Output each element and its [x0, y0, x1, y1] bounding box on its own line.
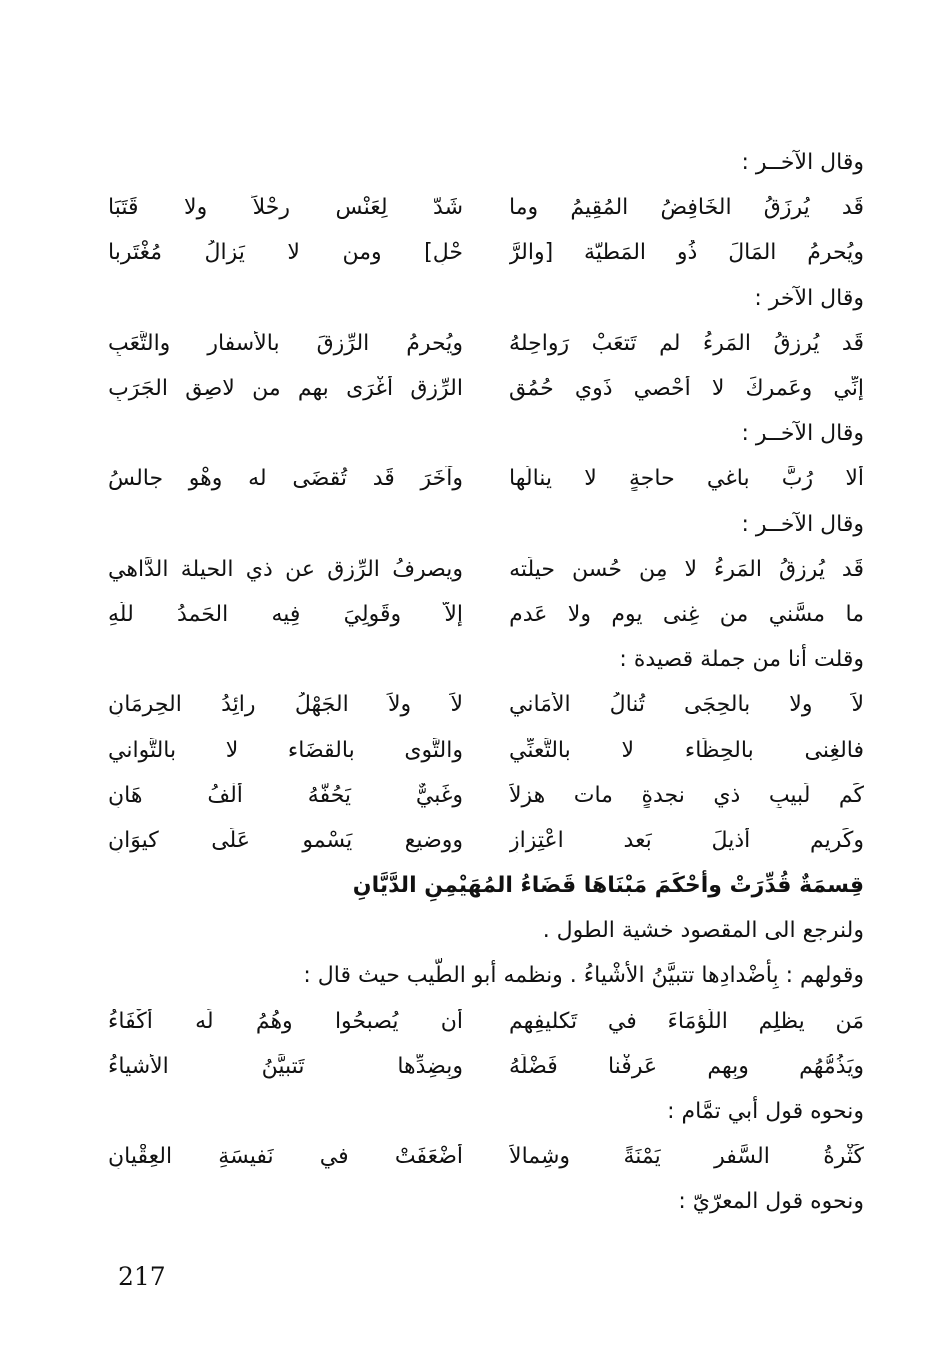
verse-word: حْلِ] [424, 240, 463, 266]
verse-word: لم [659, 330, 681, 356]
verse-word: تُقضَى [292, 466, 347, 492]
verse-word: رائِدُ [221, 692, 256, 718]
verse-word: وبِهِم [707, 1053, 749, 1079]
verse-word: ما [845, 601, 864, 627]
verse-word: أضْعَفَتْ [394, 1144, 463, 1170]
verse-word: يَحُفُّهُ [307, 782, 352, 808]
verse-word: ولا [789, 692, 813, 718]
first-hemistich [509, 692, 864, 717]
verse-word: شَدّ [433, 195, 463, 221]
verse-word: لا [621, 737, 635, 763]
verse-word: رحْلاً [252, 195, 291, 221]
verse-word: فالغِنى [804, 737, 864, 763]
verse-word: أُحْصي [633, 376, 691, 402]
verse-word: لَبيبٍ [768, 782, 811, 808]
verse-word: الرِّزق [327, 556, 380, 582]
verse-line [108, 1044, 864, 1089]
verse-word: رَواحِلهُ [509, 330, 570, 356]
verse-word: ذي [713, 782, 741, 808]
verse-word: رُبَّ [781, 466, 814, 492]
verse-word: عَلَى [211, 827, 250, 853]
verse-word: بالتَّواني [108, 737, 177, 763]
verse-word: حُسن [572, 556, 622, 582]
verse-word: أكْفَاءُ [108, 1008, 153, 1034]
verse-word: ويُحرمُ [807, 240, 864, 266]
verse-word: ذُو [676, 240, 698, 266]
first-hemistich [509, 1009, 864, 1034]
verse-word: ويُحرمُ [406, 330, 463, 356]
verse-word: ووضيعٍ [404, 827, 463, 853]
verse-word: المَالَ [728, 240, 777, 266]
first-hemistich [509, 557, 864, 582]
prose-line [108, 1089, 864, 1134]
verse-line [108, 682, 864, 727]
verse-word: لا [711, 376, 725, 402]
verse-line [108, 456, 864, 501]
first-hemistich [509, 828, 864, 853]
verse-word: كَم [838, 782, 864, 808]
verse-word: تَكليفِهِم [509, 1008, 578, 1034]
verse-word: له [248, 466, 267, 492]
verse-word: الخَافِضُ [660, 195, 732, 221]
verse-word: لاصِقِ [185, 376, 235, 402]
verse-line [108, 999, 864, 1044]
verse-word: هزلاً [509, 782, 546, 808]
first-hemistich [509, 195, 864, 220]
second-hemistich [108, 1144, 463, 1169]
document-body [108, 140, 864, 1220]
verse-word: ذي [245, 556, 273, 582]
verse-word: أذيلَ [711, 827, 751, 853]
verse-word: الرِّزقَ [316, 330, 370, 356]
verse-word: مِن [638, 556, 668, 582]
verse-word: يُرزقُ [773, 330, 820, 356]
verse-word: لاَ [851, 692, 864, 718]
verse-word: وهْو [188, 466, 223, 492]
verse-word: مُغْتَربا [108, 240, 163, 266]
verse-word: ألْفُ [207, 782, 243, 808]
second-hemistich [108, 195, 463, 220]
prose-line [108, 411, 864, 456]
line-text: وقولهم : بِأضْدادِها تتبيَّنُ الأشْياءُ . ونظمه أبو الطّيب حيث قال : [303, 963, 864, 989]
prose-line [108, 953, 864, 998]
prose-line [108, 276, 864, 321]
verse-word: كيوَانِ [108, 827, 159, 853]
verse-word: مسَّني [768, 601, 826, 627]
verse-line [108, 321, 864, 366]
first-hemistich [509, 1144, 864, 1169]
second-hemistich [108, 783, 463, 808]
verse-word: يومٍ [611, 601, 643, 627]
line-text: وقال الآخــر : [741, 421, 864, 447]
verse-word: الحِرمَانِ [108, 692, 182, 718]
verse-line [108, 1134, 864, 1179]
verse-word: حيلَته [509, 556, 556, 582]
verse-word: وكَريمٍ [809, 827, 864, 853]
verse-word: وشِمالاً [509, 1144, 571, 1170]
verse-word: بَعد [623, 827, 652, 853]
verse-word: عن [285, 556, 315, 582]
verse-word: لاَ [450, 692, 463, 718]
verse-word: تَتبيَّنُ [261, 1053, 305, 1079]
verse-word: المَرءُ [713, 556, 763, 582]
verse-word: الأشياءُ [108, 1053, 169, 1079]
first-hemistich [509, 376, 864, 401]
verse-word: العِقْيانِ [108, 1144, 173, 1170]
verse-word: تَتعَبْ [591, 330, 637, 356]
second-hemistich [108, 602, 463, 627]
verse-line [108, 230, 864, 275]
line-text: وقال الآخــر : [741, 150, 864, 176]
verse-line [108, 547, 864, 592]
verse-word: لا [684, 556, 698, 582]
verse-word: في [319, 1144, 349, 1170]
first-hemistich [509, 466, 864, 491]
bold-verse-line [108, 863, 864, 908]
prose-line [108, 637, 864, 682]
verse-word: وآخَرَ [420, 466, 463, 492]
verse-word: ألا [845, 466, 864, 492]
second-hemistich [108, 738, 463, 763]
verse-word: وعَمركَ [745, 376, 813, 402]
verse-word: السَّفرِ [714, 1144, 770, 1170]
page-number: 217 [118, 1262, 166, 1291]
verse-word: الدَّاهي [108, 556, 169, 582]
verse-word: أن [440, 1008, 463, 1034]
verse-word: الحيلة [180, 556, 234, 582]
second-hemistich [108, 1009, 463, 1034]
verse-word: [والرَّ [509, 240, 554, 266]
verse-word: باغي [706, 466, 750, 492]
verse-word: ذَوي [574, 376, 613, 402]
verse-word: من [719, 601, 749, 627]
verse-word: وهُمُ [255, 1008, 293, 1034]
verse-word: ويصرفُ [392, 556, 463, 582]
verse-word: قَد [841, 556, 864, 582]
second-hemistich [108, 828, 463, 853]
verse-word: بالقضَاء [287, 737, 355, 763]
first-hemistich [509, 738, 864, 763]
verse-word: لا [287, 240, 300, 266]
second-hemistich [108, 1054, 463, 1079]
verse-word: الحَمدُ [176, 601, 229, 627]
first-hemistich [509, 602, 864, 627]
verse-word: يَزالُ [204, 240, 245, 266]
first-hemistich [509, 783, 864, 808]
verse-word: الرِّزق [410, 376, 463, 402]
verse-word: وقَولِيَ [343, 601, 402, 627]
verse-word: من [252, 376, 281, 402]
verse-line [108, 592, 864, 637]
verse-word: كَثْرةُ [823, 1144, 864, 1170]
verse-word: ويَذُمُّهُم [799, 1053, 864, 1079]
verse-word: يَسْمو [302, 827, 353, 853]
verse-word: بالحِظَاء [684, 737, 754, 763]
line-text: ونحوه قول أبي تمَّام : [667, 1099, 864, 1125]
verse-word: غِنى [662, 601, 700, 627]
verse-line [108, 773, 864, 818]
line-text: وقال الآخر : [754, 285, 864, 311]
first-hemistich [509, 1054, 864, 1079]
verse-line [108, 185, 864, 230]
prose-line [108, 1179, 864, 1224]
verse-word: ينالُها [509, 466, 553, 492]
prose-line [108, 502, 864, 547]
verse-word: وغَبيٌّ [415, 782, 463, 808]
verse-word: والتَّوى [404, 737, 463, 763]
verse-word: قَتَبَا [108, 195, 139, 221]
verse-line [108, 366, 864, 411]
verse-word: نَفيسَةِ [218, 1144, 274, 1170]
verse-word: بالأسفار [207, 330, 280, 356]
verse-word: قَد [841, 195, 864, 221]
verse-word: فَضْلَهُ [509, 1053, 558, 1079]
line-text: ونحوه قول المعرّيّ : [678, 1189, 864, 1215]
verse-word: الأمَاني [509, 692, 571, 718]
verse-word: لِعَنْسٍ [335, 195, 388, 221]
prose-line [108, 140, 864, 185]
verse-word: عَدمٍ [509, 601, 548, 627]
second-hemistich [108, 692, 463, 717]
verse-word: لَه [195, 1008, 214, 1034]
prose-line [108, 908, 864, 953]
verse-word: المَطيّة [584, 240, 647, 266]
verse-word: في [607, 1008, 637, 1034]
verse-word: وبِضِدِّها [397, 1053, 463, 1079]
verse-word: يُصبحُوا [334, 1008, 399, 1034]
verse-word: للّهِ [108, 601, 134, 627]
first-hemistich [509, 331, 864, 356]
verse-line [108, 818, 864, 863]
second-hemistich [108, 240, 463, 265]
second-hemistich [108, 331, 463, 356]
verse-word: يُرزَقُ [763, 195, 810, 221]
line-text: قِسمَةٌ قُدِّرَتْ وأحْكَمَ مَبْنَاهَا قَضَاءُ المُهَيْمِنِ الدَّيَّانِ [352, 873, 864, 899]
verse-word: لا [584, 466, 597, 492]
verse-word: المُقِيمُ [570, 195, 629, 221]
verse-word: حاجةٍ [629, 466, 675, 492]
verse-word: يظلِم [758, 1008, 805, 1034]
verse-word: فِيه [271, 601, 301, 627]
second-hemistich [108, 466, 463, 491]
verse-line [108, 727, 864, 772]
line-text: ولنرجع الى المقصود خشية الطول . [542, 918, 864, 944]
second-hemistich [108, 376, 463, 401]
verse-word: يَمْنَةً [623, 1144, 661, 1170]
verse-word: جالسُ [108, 466, 164, 492]
verse-word: قَد [372, 466, 395, 492]
verse-word: عَرفْنا [607, 1053, 658, 1079]
verse-word: حُمُقٍ [509, 376, 554, 402]
verse-word: اللُّؤمَاءَ [667, 1008, 728, 1034]
verse-word: اعْتِزازٍ [509, 827, 564, 853]
verse-word: إلاَّ [444, 601, 463, 627]
verse-word: إنِّي [833, 376, 864, 402]
verse-word: ولا [567, 601, 591, 627]
verse-word: الجَهْلُ [294, 692, 349, 718]
verse-word: أغْرَى [346, 376, 394, 402]
line-text: وقال الآخــر : [741, 511, 864, 537]
verse-word: مَن [835, 1008, 864, 1034]
verse-word: ومن [342, 240, 382, 266]
verse-word: والتَّعَبِ [108, 330, 171, 356]
verse-word: بالتَّعنِّي [509, 737, 571, 763]
verse-word: نجدةٍ [641, 782, 685, 808]
verse-word: لا [225, 737, 239, 763]
verse-word: بالحِجَى [684, 692, 751, 718]
verse-word: ولا [184, 195, 208, 221]
verse-word: تُنالُ [609, 692, 646, 718]
first-hemistich [509, 240, 864, 265]
second-hemistich [108, 557, 463, 582]
verse-word: مات [573, 782, 613, 808]
verse-word: هَانِ [108, 782, 143, 808]
verse-word: وما [509, 195, 539, 221]
verse-word: قَد [841, 330, 864, 356]
verse-word: المَرءُ [702, 330, 751, 356]
verse-word: بهم [297, 376, 329, 402]
verse-word: الجَرَبِ [108, 376, 168, 402]
verse-word: يُرزقُ [778, 556, 825, 582]
line-text: وقلت أنا من جملة قصيدة : [619, 647, 864, 673]
verse-word: ولاَ [387, 692, 412, 718]
